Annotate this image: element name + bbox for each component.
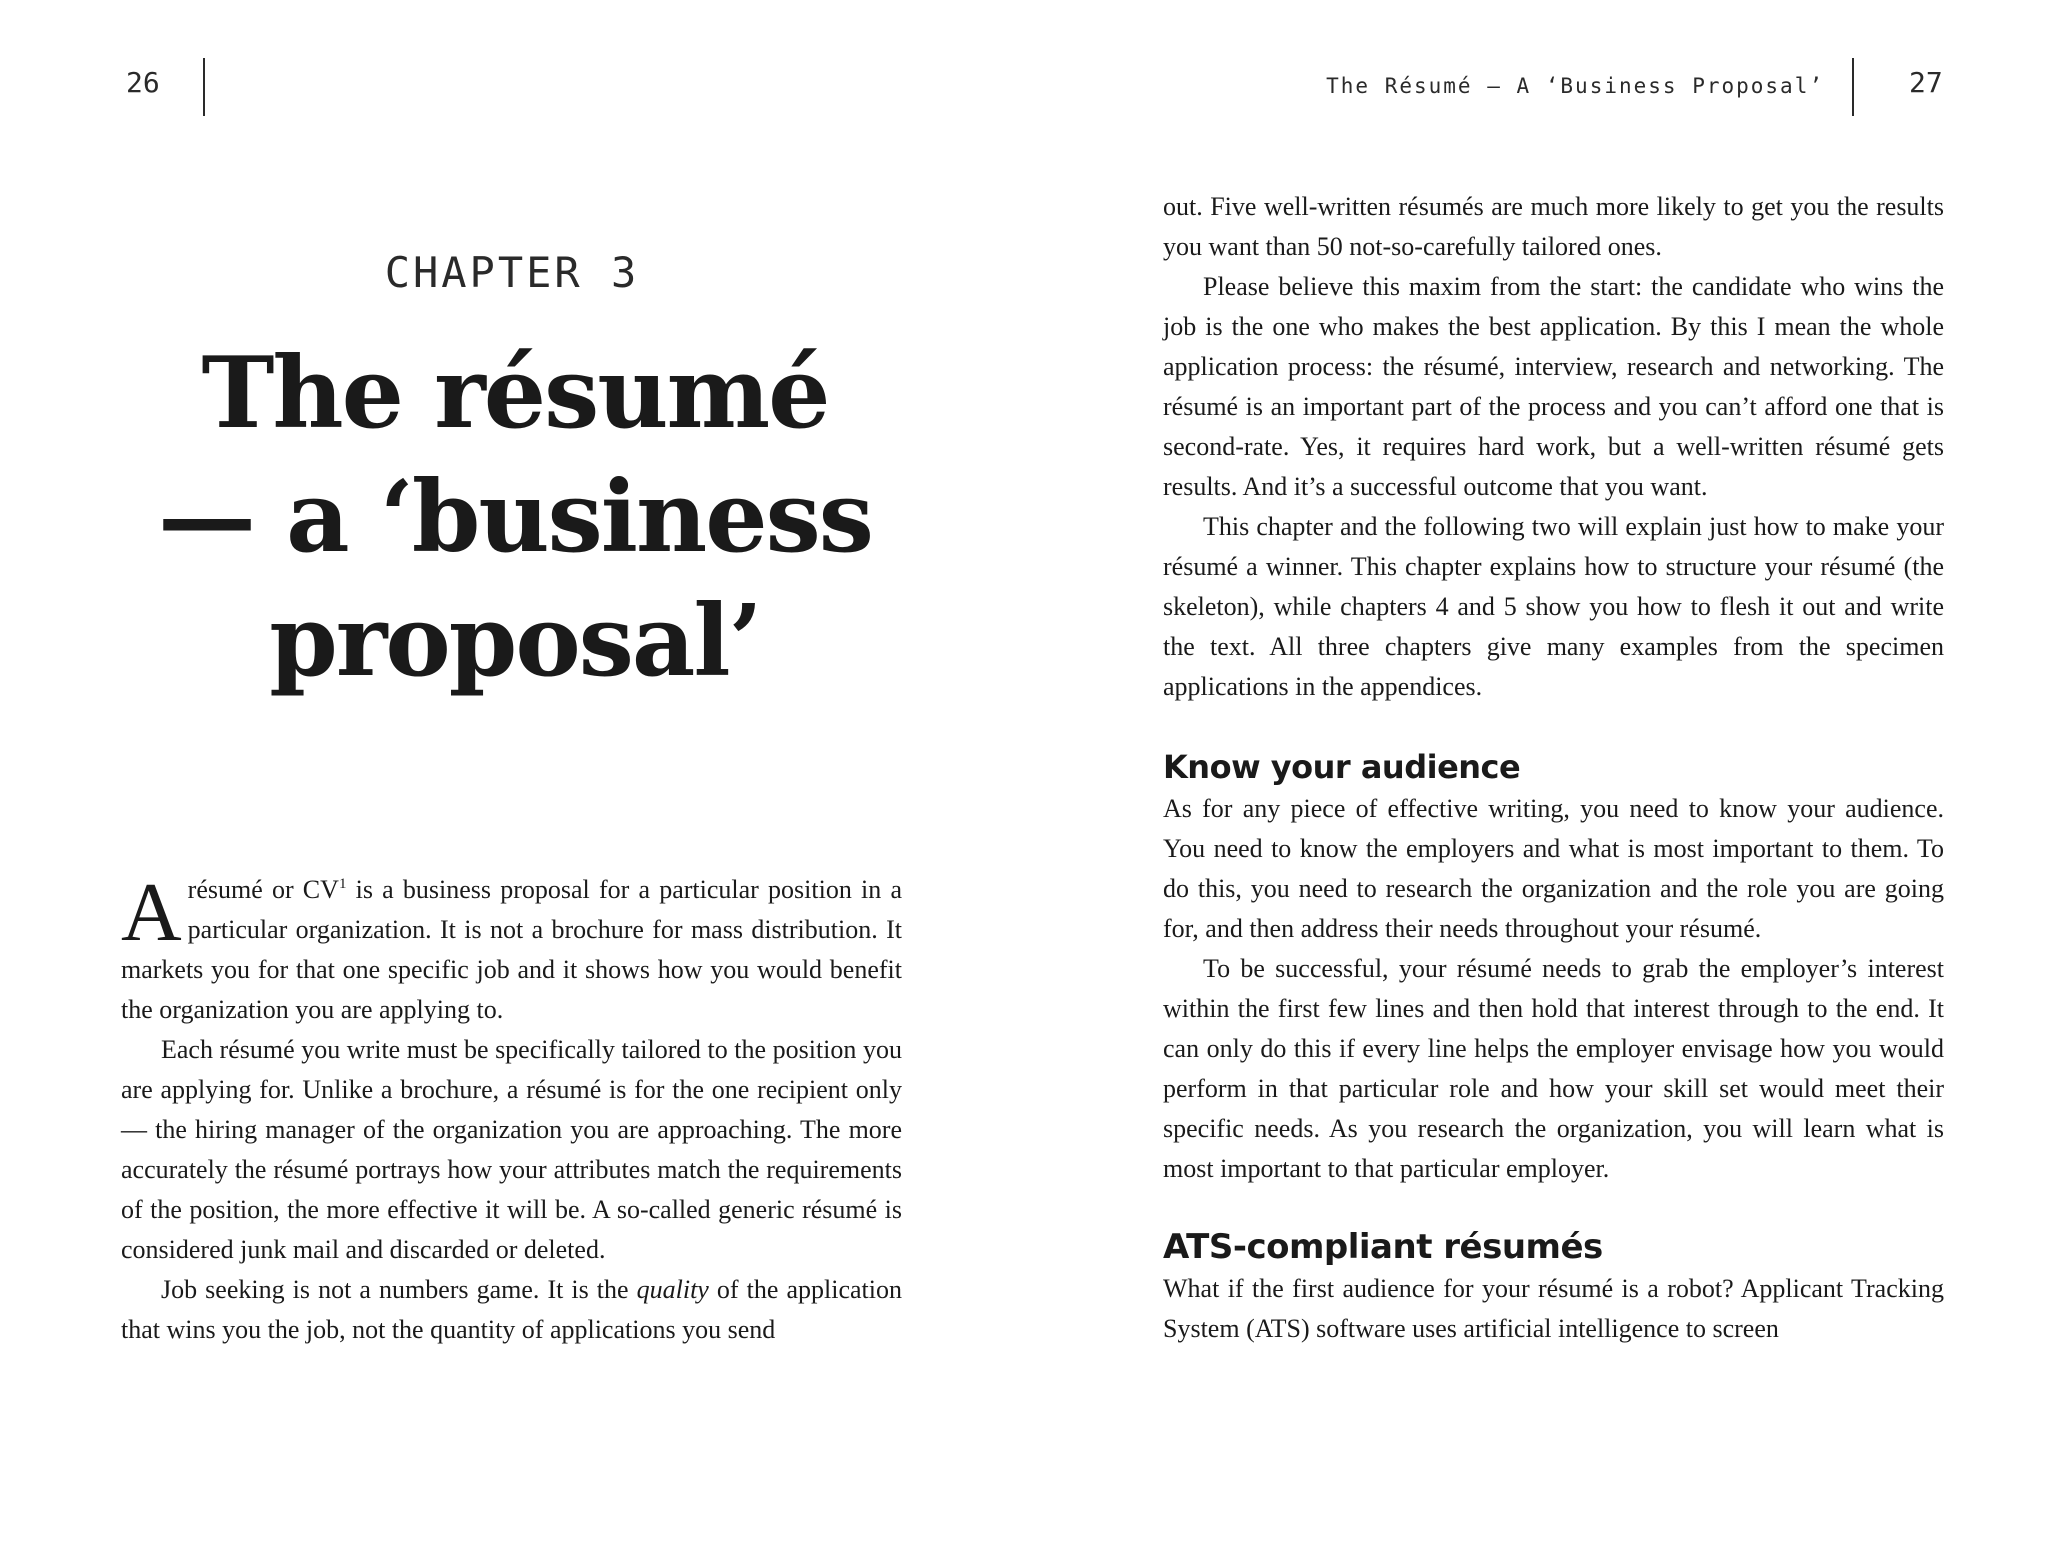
folio-rule-left [203, 58, 205, 116]
paragraph-audience-1: As for any piece of effective writing, you need to know your audience. You need to know the employers and what is most important to them. To do this, you need to research the organization and the role you are going for, and then address their needs throughout your résumé. [1163, 794, 1944, 943]
running-head: The Résumé — A ‘Business Proposal’ [1326, 74, 1824, 98]
paragraph-continued: out. Five well-written résumés are much more likely to get you the results you want than 50 not-so-carefully tailored ones. [1163, 192, 1944, 261]
paragraph-numbers-game [121, 1270, 902, 1350]
paragraph-text: is a business proposal for a particular position in a particular organization. It is not a brochure for mass distribution. It markets you for that one specific job and it shows how you would benefit the organization you are applying to. [121, 875, 902, 1024]
chapter-title-line: — a ‘business [158, 460, 872, 575]
footnote-marker: 1 [338, 876, 347, 892]
section-heading-ats: ATS-compliant résumés [1163, 1227, 1603, 1267]
page-number-left: 26 [126, 66, 160, 99]
paragraph-chapters: This chapter and the following two will explain just how to make your résumé a winner. This chapter explains how to structure your résumé (the skeleton), while chapters 4 and 5 show you how to flesh it out and write the text. All three chapters give many examples from the specimen applications in the appendices. [1163, 512, 1944, 701]
paragraph-opening [121, 866, 902, 1030]
chapter-title-line: proposal’ [269, 584, 761, 699]
paragraph-maxim: Please believe this maxim from the start: the candidate who wins the job is the one who makes the best application. By this I mean the whole application process: the résumé, interview, research and networking. The résumé is an important part of the process and you can’t afford one that is second-rate. Yes, it requires hard work, but a well-written résumé gets results. And it’s a successful outcome that you want. [1163, 272, 1944, 501]
body-text-left [121, 866, 902, 1350]
drop-cap: A [121, 866, 182, 959]
body-text-right [1163, 187, 1944, 1349]
paragraph-text: of the application that wins you the job, not the quantity of applications you send [121, 1275, 902, 1344]
paragraph-text: Job seeking is not a numbers game. It is the [161, 1275, 637, 1304]
paragraph-tailored: Each résumé you write must be specifically tailored to the position you are applying for. Unlike a brochure, a résumé is for the one recipient only — the hiring manager of the organization you are approaching. The more accurately the résumé portrays how your attributes match the requirements of the position, the more effective it will be. A so-called generic résumé is considered junk mail and discarded or deleted. [121, 1035, 902, 1264]
section-heading-audience: Know your audience [1163, 748, 1521, 786]
chapter-title-line: The résumé [201, 336, 829, 451]
paragraph-text: résumé or CV [187, 875, 339, 904]
chapter-title [120, 332, 910, 704]
right-page [1024, 0, 2048, 1549]
paragraph-ats: What if the first audience for your résumé is a robot? Applicant Tracking System (ATS) software uses artificial intelligence to screen [1163, 1274, 1944, 1343]
chapter-label: CHAPTER 3 [384, 248, 640, 297]
emphasis-quality: quality [636, 1275, 709, 1304]
page-number-right: 27 [1909, 66, 1943, 99]
folio-rule-right [1852, 58, 1854, 116]
paragraph-audience-2: To be successful, your résumé needs to grab the employer’s interest within the first few lines and then hold that interest through to the end. It can only do this if every line helps the employer envisage how you would perform in that particular role and how your skill set would meet their specific needs. As you research the organization, you will learn what is most important to that particular employer. [1163, 954, 1944, 1183]
